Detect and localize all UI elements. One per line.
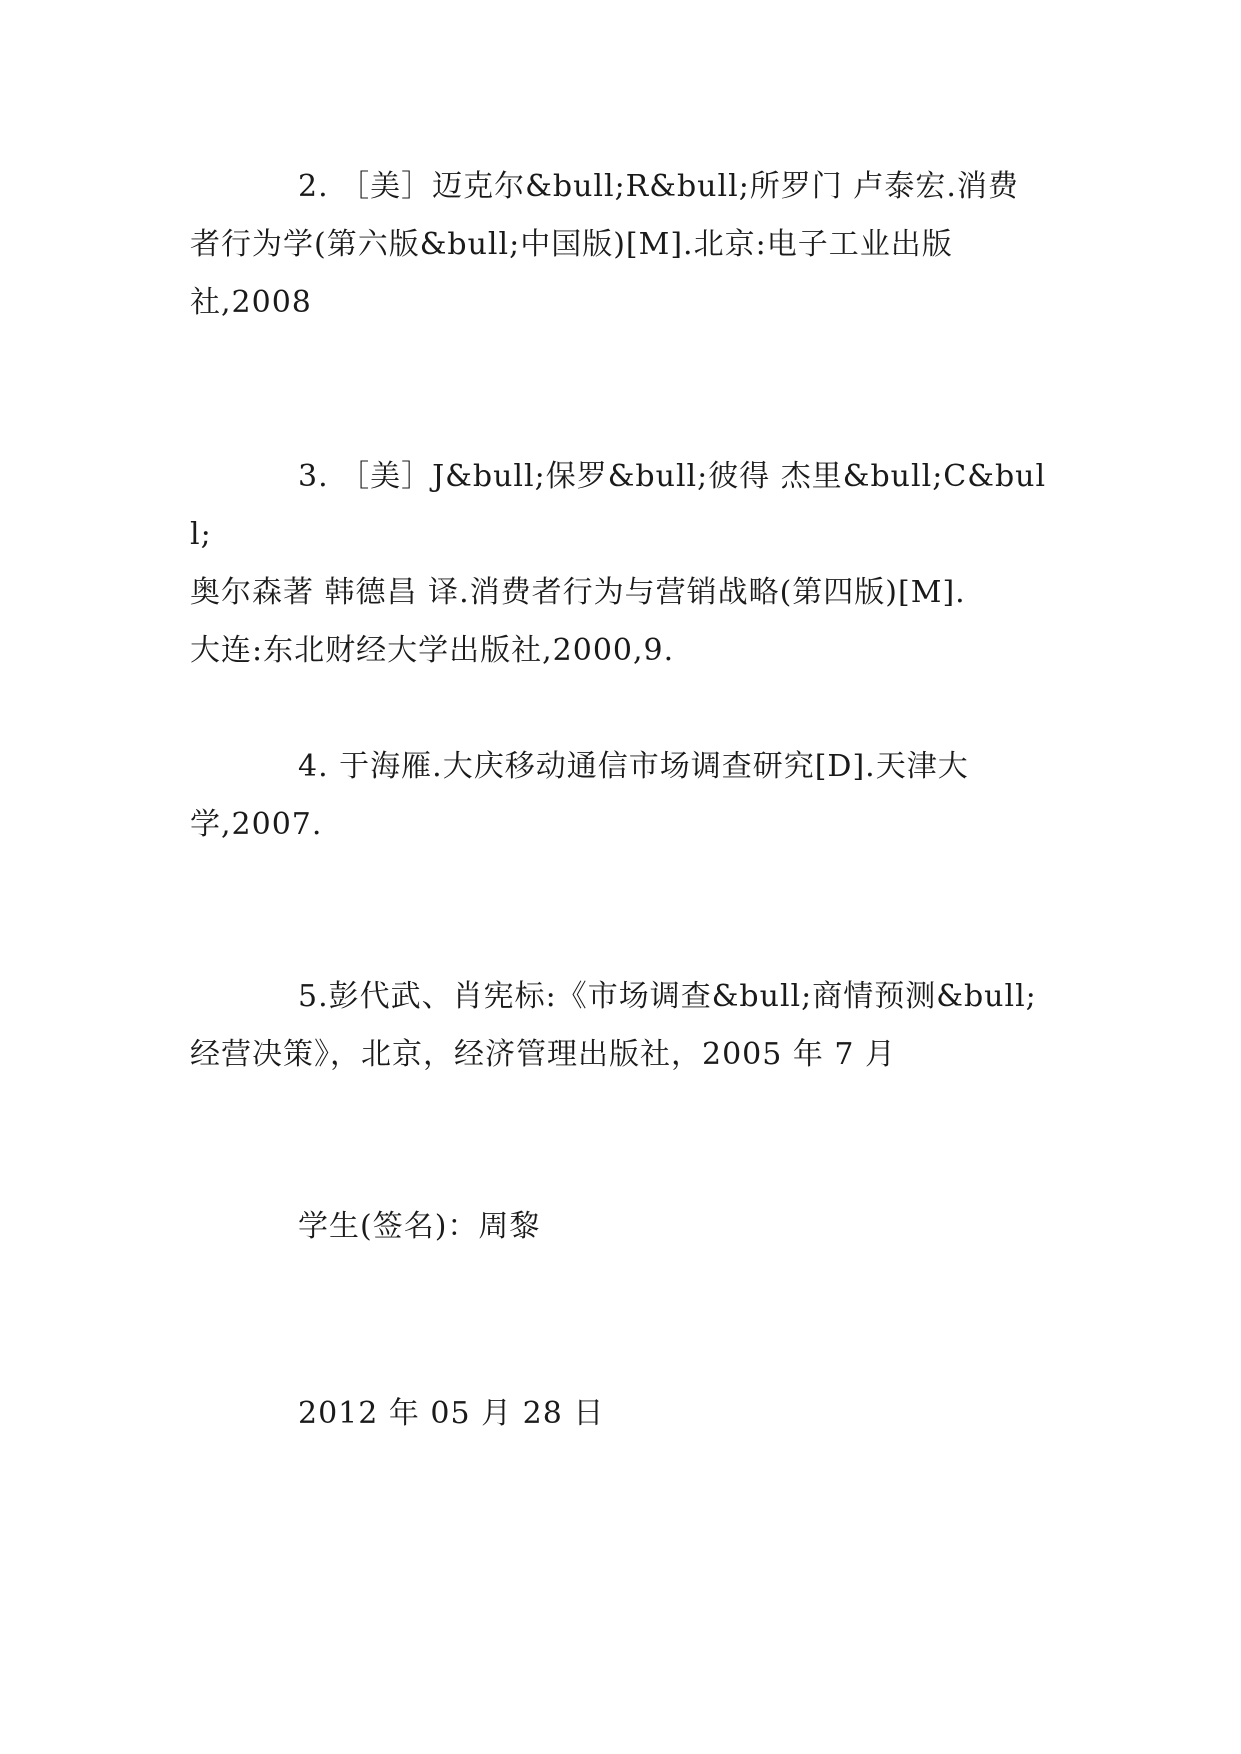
reference-item-2 (190, 158, 1060, 332)
reference-item-3 (190, 448, 1060, 680)
reference-item-5 (190, 968, 1060, 1084)
student-signature (190, 1198, 1060, 1256)
reference-line: 5.彭代武、肖宪标:《市场调查&bull;商情预测&bull; (298, 979, 1037, 1014)
reference-line: 者行为学(第六版&bull;中国版)[M].北京:电子工业出版 (190, 227, 953, 262)
reference-line: 经营决策》，北京，经济管理出版社，2005 年 7 月 (190, 1037, 897, 1072)
date-text: 2012 年 05 月 28 日 (298, 1396, 605, 1431)
reference-line: 奥尔森著 韩德昌 译.消费者行为与营销战略(第四版)[M]. (190, 575, 966, 610)
signature-date (190, 1385, 1060, 1443)
reference-line: 学,2007. (190, 807, 323, 842)
signature-text: 学生(签名)：周黎 (298, 1209, 541, 1244)
reference-line: 4. 于海雁.大庆移动通信市场调查研究[D].天津大 (298, 749, 969, 784)
reference-line: 2. ［美］迈克尔&bull;R&bull;所罗门 卢泰宏.消费 (298, 169, 1019, 204)
reference-line: 3. ［美］J&bull;保罗&bull;彼得 杰里&bull;C&bull; (190, 459, 1047, 552)
reference-line: 大连:东北财经大学出版社,2000,9. (190, 633, 675, 668)
reference-line: 社,2008 (190, 285, 312, 320)
reference-item-4 (190, 738, 1060, 854)
